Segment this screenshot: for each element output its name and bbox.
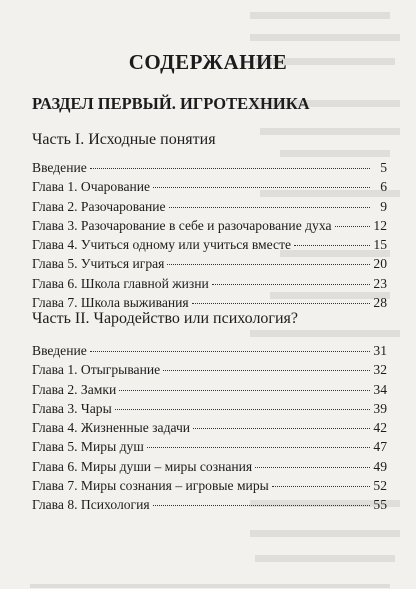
page-footer-edge [30, 584, 390, 588]
entry-page: 32 [373, 362, 387, 378]
entry-page: 31 [373, 343, 387, 358]
dot-leader [115, 409, 370, 410]
toc-entry[interactable] [32, 237, 387, 256]
dot-leader [212, 284, 370, 285]
toc-entry[interactable] [32, 218, 387, 237]
entry-title: Глава 5. Учиться играя [32, 256, 165, 272]
toc-entry[interactable] [32, 478, 387, 497]
toc-entry[interactable] [32, 256, 387, 275]
entry-page: 55 [373, 497, 387, 513]
toc-entry[interactable] [32, 439, 387, 458]
toc-entry[interactable] [32, 459, 387, 478]
entry-title: Глава 8. Психология [32, 497, 150, 513]
entry-title: Введение [32, 343, 87, 358]
dot-leader [169, 207, 370, 208]
entry-title: Глава 4. Жизненные задачи [32, 420, 191, 436]
entry-title: Глава 6. Миры души – миры сознания [32, 458, 253, 474]
page-title: СОДЕРЖАНИЕ [128, 50, 288, 74]
toc-entry[interactable] [32, 420, 387, 439]
entry-page: 42 [373, 420, 387, 436]
toc-entry[interactable] [32, 160, 387, 179]
dot-leader [294, 245, 370, 246]
toc-list-part-2 [32, 343, 387, 517]
toc-entry[interactable] [32, 401, 387, 420]
entry-title: Глава 2. Замки [32, 381, 117, 397]
entry-page: 20 [373, 256, 387, 272]
dot-leader [192, 303, 370, 304]
entry-page: 12 [373, 217, 387, 233]
toc-entry[interactable] [32, 343, 387, 362]
dot-leader [272, 486, 370, 487]
dot-leader [119, 390, 370, 391]
entry-page: 28 [373, 295, 387, 311]
dot-leader [163, 370, 370, 371]
entry-page: 39 [373, 400, 387, 416]
dot-leader [90, 168, 370, 169]
dot-leader [167, 264, 370, 265]
entry-title: Глава 5. Миры душ [32, 439, 144, 455]
entry-page: 5 [380, 160, 387, 175]
toc-entry[interactable] [32, 199, 387, 218]
entry-page: 49 [373, 458, 387, 474]
entry-page: 47 [373, 439, 387, 455]
toc-entry[interactable] [32, 497, 387, 516]
dot-leader [90, 351, 370, 352]
entry-page: 34 [373, 381, 387, 397]
toc-list-part-1 [32, 160, 387, 314]
entry-title: Глава 7. Школа выживания [32, 295, 189, 311]
part-heading: Часть I. Исходные понятия [32, 131, 216, 148]
entry-title: Глава 3. Чары [32, 400, 112, 416]
entry-title: Глава 1. Очарование [32, 179, 151, 195]
entry-title: Введение [32, 160, 87, 175]
dot-leader [335, 226, 370, 227]
section-heading: РАЗДЕЛ ПЕРВЫЙ. ИГРОТЕХНИКА [32, 94, 310, 113]
part-heading: Часть II. Чародейство или психология? [32, 310, 299, 327]
entry-title: Глава 2. Разочарование [32, 198, 166, 214]
entry-title: Глава 6. Школа главной жизни [32, 275, 209, 291]
dot-leader [193, 428, 370, 429]
entry-page: 6 [380, 179, 387, 195]
entry-page: 52 [373, 478, 387, 494]
dot-leader [255, 467, 370, 468]
entry-page: 9 [380, 198, 387, 214]
toc-entry[interactable] [32, 362, 387, 381]
toc-entry[interactable] [32, 276, 387, 295]
entry-page: 15 [373, 237, 387, 253]
toc-entry[interactable] [32, 382, 387, 401]
dot-leader [153, 187, 370, 188]
toc-entry[interactable] [32, 179, 387, 198]
entry-page: 23 [373, 275, 387, 291]
entry-title: Глава 3. Разочарование в себе и разочарование духа [32, 217, 332, 233]
entry-title: Глава 7. Миры сознания – игровые миры [32, 478, 269, 494]
entry-title: Глава 4. Учиться одному или учиться вместе [32, 237, 292, 253]
dot-leader [147, 447, 370, 448]
entry-title: Глава 1. Отыгрывание [32, 362, 161, 378]
dot-leader [153, 505, 370, 506]
